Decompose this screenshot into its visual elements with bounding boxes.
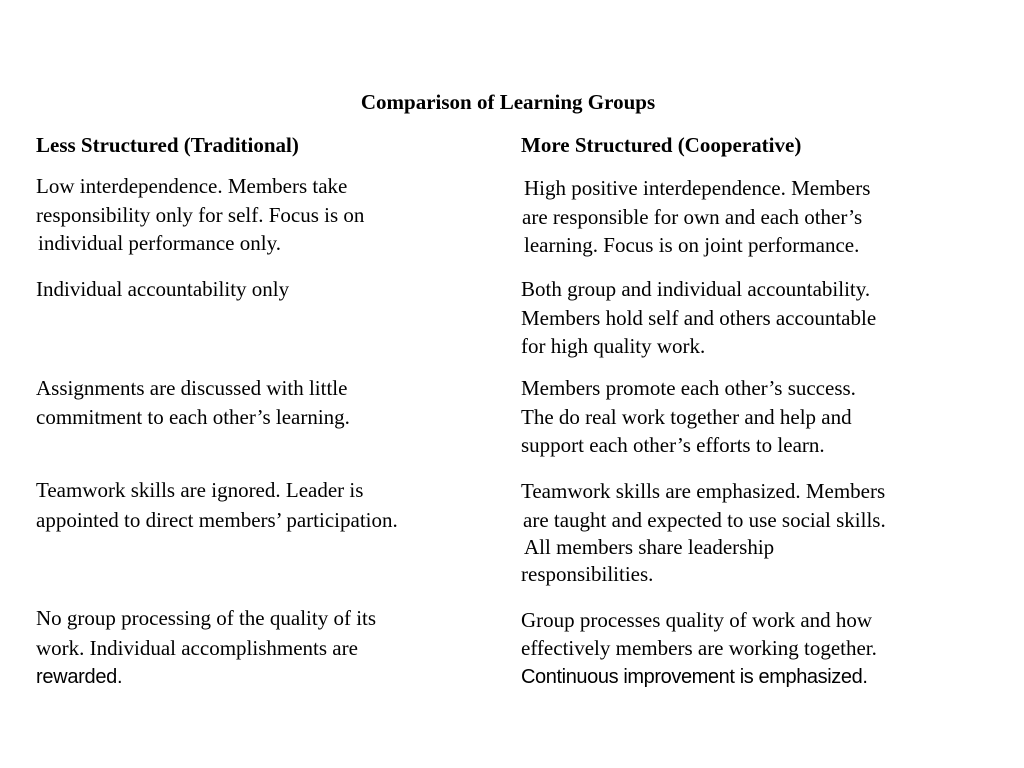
row-2-cooperative <box>521 275 876 361</box>
row-5-traditional <box>36 604 376 693</box>
row-2-traditional <box>36 275 289 304</box>
text-line: High positive interdependence. Members <box>524 176 871 200</box>
column-heading-cooperative: More Structured (Cooperative) <box>521 133 802 157</box>
text-line: are responsible for own and each other’s <box>522 204 863 229</box>
page-title: Comparison of Learning Groups <box>360 90 656 114</box>
text-line: responsibilities. <box>521 562 654 586</box>
text-line: Teamwork skills are ignored. Leader is <box>36 478 364 502</box>
text-line: The do real work together and help and <box>521 404 852 429</box>
text-line: All members share leadership <box>524 535 775 559</box>
text-line: are taught and expected to use social skills. <box>523 507 886 532</box>
row-3-traditional <box>36 374 350 431</box>
text-line: support each other’s efforts to learn. <box>521 433 825 457</box>
text-line: Group processes quality of work and how <box>521 608 873 632</box>
text-line: work. Individual accomplishments are <box>36 635 358 660</box>
text-line: Individual accountability only <box>36 277 290 301</box>
row-5-cooperative <box>521 606 877 693</box>
text-line: commitment to each other’s learning. <box>36 404 350 429</box>
text-line: Members promote each other’s success. <box>521 376 856 400</box>
text-line: responsibility only for self. Focus is on <box>36 202 365 227</box>
column-heading-traditional: Less Structured (Traditional) <box>36 133 299 157</box>
text-line: individual performance only. <box>38 231 281 255</box>
text-line: Continuous improvement is emphasized. <box>521 666 868 688</box>
text-line: effectively members are working together. <box>521 636 877 660</box>
text-line: No group processing of the quality of its <box>36 606 377 630</box>
row-1-cooperative <box>524 174 870 260</box>
text-line: Members hold self and others accountable <box>521 305 877 330</box>
text-line: Assignments are discussed with little <box>36 376 348 400</box>
row-4-traditional <box>36 475 398 535</box>
text-line: Low interdependence. Members take <box>36 174 348 198</box>
text-line: for high quality work. <box>521 334 706 358</box>
row-4-cooperative <box>521 477 886 588</box>
text-line: Both group and individual accountability. <box>521 277 871 301</box>
text-line: Teamwork skills are emphasized. Members <box>521 479 886 503</box>
text-line: rewarded. <box>36 666 123 688</box>
row-3-cooperative <box>521 374 856 460</box>
row-1-traditional <box>36 172 364 258</box>
text-line: learning. Focus is on joint performance. <box>524 233 860 257</box>
text-line: appointed to direct members’ participation. <box>36 508 398 532</box>
